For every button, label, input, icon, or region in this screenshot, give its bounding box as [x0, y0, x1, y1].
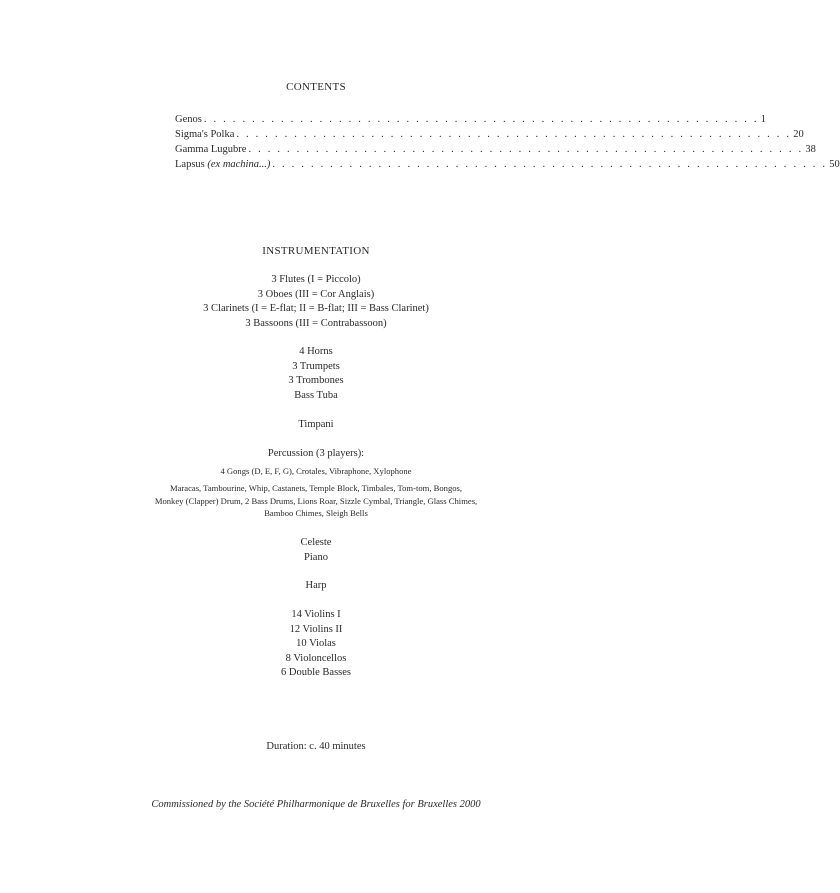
toc-entry-page: 50	[829, 159, 840, 170]
instrument-line: 4 Horns	[299, 346, 333, 357]
instrument-line: Maracas, Tambourine, Whip, Castanets, Temple Block, Timbales, Tom-tom, Bongos,	[169, 483, 463, 493]
toc-entry-page: 20	[793, 129, 804, 140]
instrument-line: 4 Gongs (D, E, F, G), Crotales, Vibraphone, Xylophone	[220, 466, 412, 476]
duration-section	[0, 740, 632, 755]
toc-entry-gamma-lugubre[interactable]	[175, 142, 816, 157]
instrument-line: 6 Double Basses	[281, 667, 351, 678]
toc-entry-title: Sigma's Polka	[175, 129, 235, 140]
toc-entry-title: Genos	[175, 114, 202, 125]
instrument-line: Harp	[305, 580, 327, 591]
toc-entry-page: 1	[760, 114, 766, 125]
keyboards-section	[0, 536, 632, 565]
instrument-line: 3 Oboes (III = Cor Anglais)	[257, 288, 375, 300]
woodwinds-section	[0, 273, 632, 331]
toc-leader-dots: . . . . . . . . . . . . . . . . . . . . . . . . . . . . . . . . . . . . . . . . . . . . . . . . . . . . . . . . . .	[203, 114, 759, 125]
toc-entry-page: 38	[805, 144, 816, 155]
instrument-line: 3 Bassoons (III = Contrabassoon)	[245, 317, 387, 329]
percussion-heading	[0, 447, 632, 462]
harp-section	[0, 579, 632, 594]
instrument-line: Piano	[304, 551, 328, 563]
instrument-line: 3 Clarinets (I = E-flat; II = B-flat; III = Bass Clarinet)	[203, 303, 429, 314]
instrumentation-heading: INSTRUMENTATION	[262, 245, 370, 257]
instrument-line: Celeste	[300, 537, 332, 548]
percussion-unpitched	[0, 482, 632, 520]
toc-entry-sigmas-polka[interactable]	[175, 127, 804, 142]
toc-entry-title: Gamma Lugubre	[175, 144, 247, 155]
instrument-line: 10 Violas	[296, 638, 336, 649]
strings-section	[0, 608, 632, 681]
toc-leader-dots: . . . . . . . . . . . . . . . . . . . . . . . . . . . . . . . . . . . . . . . . . . . . . . . . . . . . . . . . . .	[236, 129, 792, 140]
table-of-contents	[175, 112, 840, 172]
percussion-pitched	[0, 465, 632, 478]
instrument-line: 8 Violoncellos	[285, 652, 347, 664]
timpani-section	[0, 418, 632, 433]
toc-leader-dots: . . . . . . . . . . . . . . . . . . . . . . . . . . . . . . . . . . . . . . . . . . . . . . . . . . . . . . . . . .	[248, 144, 804, 155]
instrument-line: 3 Flutes (I = Piccolo)	[271, 274, 361, 285]
instrument-line: Percussion (3 players):	[267, 448, 365, 459]
instrument-line: 3 Trumpets	[292, 360, 340, 372]
instrument-line: Bamboo Chimes, Sleigh Bells	[264, 508, 368, 518]
instrument-line: Timpani	[298, 419, 334, 430]
instrument-line: 3 Trombones	[288, 375, 344, 386]
instrument-line: Monkey (Clapper) Drum, 2 Bass Drums, Lions Roar, Sizzle Cymbal, Triangle, Glass Chimes,	[154, 495, 478, 506]
instrument-line: 12 Violins II	[289, 623, 343, 635]
brass-section	[0, 345, 632, 403]
instrument-line: 14 Violins I	[291, 609, 341, 620]
toc-entry-title: Lapsus (ex machina...)	[175, 159, 271, 170]
duration-text: Duration: c. 40 minutes	[266, 741, 366, 752]
contents-heading: CONTENTS	[286, 81, 346, 93]
toc-entry-lapsus[interactable]	[175, 157, 840, 172]
instrument-line: Bass Tuba	[294, 389, 338, 401]
commission-note: Commissioned by the Société Philharmonique de Bruxelles for Bruxelles 2000	[151, 799, 481, 810]
toc-entry-genos[interactable]	[175, 112, 766, 127]
toc-leader-dots: . . . . . . . . . . . . . . . . . . . . . . . . . . . . . . . . . . . . . . . . . . . . . . . . . . . . . . . . . .	[272, 159, 828, 170]
